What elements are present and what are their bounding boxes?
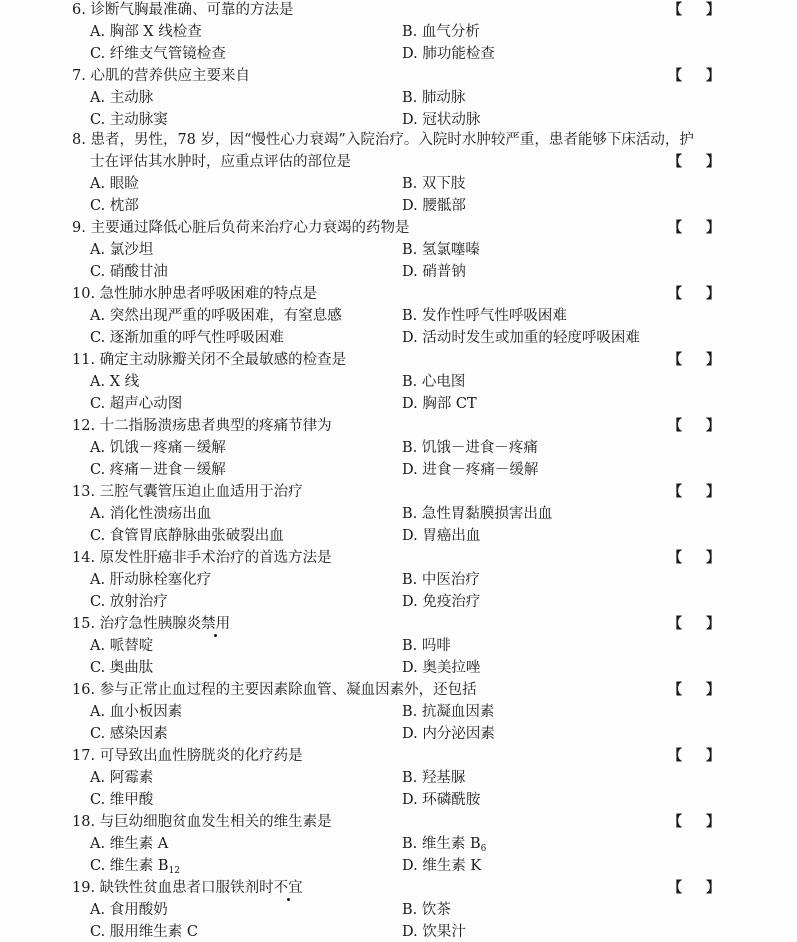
question-stem-text: 14. 原发性肝癌非手术治疗的首选方法是 — [72, 550, 332, 566]
option-text: D. 进食－疼痛－缓解 — [402, 462, 539, 478]
answer-option[interactable] — [90, 900, 168, 920]
answer-option[interactable] — [402, 702, 494, 722]
answer-bracket[interactable] — [668, 548, 720, 568]
bracket-close: 】 — [706, 814, 720, 830]
answer-bracket[interactable] — [668, 878, 720, 898]
answer-bracket[interactable] — [668, 416, 720, 436]
bracket-open: 【 — [668, 748, 682, 764]
option-text: D. 冠状动脉 — [402, 112, 481, 128]
option-text: A. 肝动脉栓塞化疗 — [90, 572, 212, 588]
answer-option[interactable] — [402, 262, 466, 282]
option-text: C. 食管胃底静脉曲张破裂出血 — [90, 528, 284, 544]
option-text: B. 饮茶 — [402, 902, 451, 918]
answer-option[interactable] — [402, 438, 538, 458]
answer-bracket[interactable] — [668, 614, 720, 634]
question-stem — [72, 680, 477, 700]
bracket-close: 】 — [706, 154, 720, 170]
answer-option[interactable] — [402, 768, 465, 788]
bracket-open: 【 — [668, 286, 682, 302]
option-text: D. 胸部 CT — [402, 396, 477, 412]
answer-option[interactable] — [402, 790, 480, 810]
option-text: C. 奥曲肽 — [90, 660, 154, 676]
option-text: A. X 线 — [90, 374, 140, 390]
answer-option[interactable] — [402, 724, 495, 744]
answer-bracket[interactable] — [668, 152, 720, 172]
answer-option[interactable] — [90, 526, 284, 546]
option-text: A. 食用酸奶 — [90, 902, 168, 918]
answer-option[interactable] — [402, 834, 486, 854]
question-stem — [72, 0, 293, 20]
option-text: D. 腰骶部 — [402, 198, 466, 214]
option-text: C. 纤维支气管镜检查 — [90, 46, 226, 62]
option-text: D. 维生素 K — [402, 858, 482, 874]
bracket-close: 】 — [706, 220, 720, 236]
bracket-close: 】 — [706, 616, 720, 632]
option-text: D. 活动时发生或加重的轻度呼吸困难 — [402, 330, 640, 346]
option-text: A. 主动脉 — [90, 90, 154, 106]
answer-option[interactable] — [402, 240, 480, 260]
bracket-close: 】 — [706, 68, 720, 84]
answer-option[interactable] — [402, 394, 477, 414]
answer-option[interactable] — [90, 724, 168, 744]
option-text: A. 消化性溃疡出血 — [90, 506, 212, 522]
answer-option[interactable] — [402, 504, 552, 524]
question-stem-text: 11. 确定主动脉瓣关闭不全最敏感的检查是 — [72, 352, 347, 368]
option-text: C. 疼痛－进食－缓解 — [90, 462, 226, 478]
answer-option[interactable] — [90, 174, 139, 194]
answer-option[interactable] — [90, 702, 182, 722]
question-stem — [72, 66, 250, 86]
answer-option[interactable] — [402, 110, 480, 130]
answer-option[interactable] — [90, 196, 139, 216]
answer-option[interactable] — [402, 526, 480, 546]
bracket-open: 【 — [668, 352, 682, 368]
option-text: C. 维甲酸 — [90, 792, 154, 808]
question-stem-text: 18. 与巨幼细胞贫血发生相关的维生素是 — [72, 814, 332, 830]
answer-option[interactable] — [402, 88, 465, 108]
question-stem — [72, 812, 332, 832]
answer-option[interactable] — [90, 768, 153, 788]
answer-option[interactable] — [90, 88, 153, 108]
answer-option[interactable] — [402, 592, 480, 612]
option-text: A. 胸部 X 线检查 — [90, 24, 202, 40]
question-stem-text: 8. 患者，男性，78 岁，因“慢性心力衰竭”入院治疗。入院时水肿较严重，患者能够下床活动，护 — [72, 132, 694, 148]
option-text: A. 饥饿－疼痛－缓解 — [90, 440, 226, 456]
option-text: B. 中医治疗 — [402, 572, 480, 588]
answer-bracket[interactable] — [668, 680, 720, 700]
option-text: D. 肺功能检查 — [402, 46, 495, 62]
bracket-open: 【 — [668, 814, 682, 830]
question-stem — [72, 482, 303, 502]
answer-option[interactable] — [90, 306, 342, 326]
answer-option[interactable] — [90, 504, 211, 524]
question-stem-text: 15. 治疗急性胰腺炎 — [72, 616, 202, 632]
answer-bracket[interactable] — [668, 812, 720, 832]
question-stem-text: 19. 缺铁性贫血患者口服铁剂时 — [72, 880, 274, 896]
question-stem — [72, 350, 346, 370]
option-text: C. 维生素 B — [90, 858, 169, 874]
answer-option[interactable] — [90, 636, 153, 656]
answer-bracket[interactable] — [668, 284, 720, 304]
answer-option[interactable] — [402, 174, 465, 194]
bracket-close: 】 — [706, 880, 720, 896]
answer-option[interactable] — [402, 900, 451, 920]
answer-bracket[interactable] — [668, 218, 720, 238]
option-text: B. 双下肢 — [402, 176, 466, 192]
answer-option[interactable] — [402, 658, 480, 678]
answer-option[interactable] — [90, 262, 168, 282]
answer-option[interactable] — [90, 570, 211, 590]
answer-option[interactable] — [402, 570, 480, 590]
answer-option[interactable] — [402, 196, 466, 216]
bracket-close: 】 — [706, 2, 720, 18]
bracket-open: 【 — [668, 68, 682, 84]
question-stem-text: 12. 十二指肠溃疡患者典型的疼痛节律为 — [72, 418, 332, 434]
option-text: A. 突然出现严重的呼吸困难，有窒息感 — [90, 308, 342, 324]
bracket-close: 】 — [706, 748, 720, 764]
option-text: D. 硝普钠 — [402, 264, 466, 280]
option-text: A. 哌替啶 — [90, 638, 154, 654]
subscript: 6 — [480, 844, 487, 854]
answer-option[interactable] — [90, 110, 168, 130]
question-stem — [72, 130, 694, 150]
option-text: D. 奥美拉唑 — [402, 660, 481, 676]
answer-option[interactable] — [90, 460, 226, 480]
option-text: B. 心电图 — [402, 374, 466, 390]
option-text: C. 硝酸甘油 — [90, 264, 168, 280]
question-stem — [72, 614, 230, 634]
bracket-open: 【 — [668, 154, 682, 170]
option-text: B. 发作性呼气性呼吸困难 — [402, 308, 567, 324]
question-stem — [72, 548, 332, 568]
answer-option[interactable] — [90, 394, 182, 414]
answer-bracket[interactable] — [668, 482, 720, 502]
answer-option[interactable] — [402, 460, 538, 480]
question-stem-text: 10. 急性肺水肿患者呼吸困难的特点是 — [72, 286, 318, 302]
question-stem-text: 7. 心肌的营养供应主要来自 — [72, 68, 250, 84]
option-text: B. 急性胃黏膜损害出血 — [402, 506, 553, 522]
option-text: C. 枕部 — [90, 198, 139, 214]
answer-option[interactable] — [90, 856, 180, 876]
option-text: C. 感染因素 — [90, 726, 168, 742]
bracket-close: 】 — [706, 352, 720, 368]
answer-option[interactable] — [90, 438, 226, 458]
answer-option[interactable] — [402, 372, 465, 392]
option-text: B. 维生素 B — [402, 836, 481, 852]
question-stem-continued: 士在评估其水肿时，应重点评估的部位是 — [90, 154, 351, 170]
answer-option[interactable] — [402, 306, 567, 326]
bracket-open: 【 — [668, 484, 682, 500]
answer-option[interactable] — [402, 44, 495, 64]
option-text: C. 服用维生素 C — [90, 924, 198, 940]
option-text: A. 阿霉素 — [90, 770, 154, 786]
answer-bracket[interactable] — [668, 350, 720, 370]
bracket-close: 】 — [706, 286, 720, 302]
answer-option[interactable] — [90, 372, 139, 392]
option-text: D. 饮果汁 — [402, 924, 466, 940]
bracket-open: 【 — [668, 682, 682, 698]
question-stem-text: 16. 参与正常止血过程的主要因素除血管、凝血因素外，还包括 — [72, 682, 477, 698]
option-text: D. 胃癌出血 — [402, 528, 481, 544]
answer-bracket[interactable] — [668, 66, 720, 86]
subscript: 12 — [168, 866, 181, 876]
answer-option[interactable] — [90, 834, 168, 854]
bracket-open: 【 — [668, 2, 682, 18]
bracket-open: 【 — [668, 418, 682, 434]
answer-option[interactable] — [402, 328, 640, 348]
question-stem — [72, 416, 332, 436]
bracket-open: 【 — [668, 550, 682, 566]
answer-option[interactable] — [402, 856, 481, 876]
option-text: A. 眼睑 — [90, 176, 139, 192]
answer-option[interactable] — [90, 592, 168, 612]
option-text: B. 羟基脲 — [402, 770, 466, 786]
question-stem-text: 9. 主要通过降低心脏后负荷来治疗心力衰竭的药物是 — [72, 220, 410, 236]
bracket-close: 】 — [706, 484, 720, 500]
answer-option[interactable] — [90, 790, 153, 810]
emphasized-keyword: 禁用 — [201, 616, 231, 632]
option-text: B. 血气分析 — [402, 24, 480, 40]
option-text: A. 血小板因素 — [90, 704, 183, 720]
bracket-open: 【 — [668, 616, 682, 632]
answer-option[interactable] — [402, 22, 480, 42]
answer-option[interactable] — [402, 636, 451, 656]
bracket-open: 【 — [668, 220, 682, 236]
option-text: D. 内分泌因素 — [402, 726, 495, 742]
answer-bracket[interactable] — [668, 746, 720, 766]
bracket-close: 】 — [706, 418, 720, 434]
question-stem — [72, 284, 317, 304]
option-text: D. 免疫治疗 — [402, 594, 481, 610]
answer-option[interactable] — [90, 22, 202, 42]
option-text: B. 肺动脉 — [402, 90, 466, 106]
answer-option[interactable] — [90, 922, 198, 942]
question-stem — [72, 218, 409, 238]
question-stem-text: 6. 诊断气胸最准确、可靠的方法是 — [72, 2, 294, 18]
emphasized-keyword: 不宜 — [273, 880, 303, 896]
option-text: B. 抗凝血因素 — [402, 704, 495, 720]
bracket-open: 【 — [668, 880, 682, 896]
option-text: A. 维生素 A — [90, 836, 169, 852]
option-text: B. 饥饿－进食－疼痛 — [402, 440, 538, 456]
question-stem-text: 13. 三腔气囊管压迫止血适用于治疗 — [72, 484, 303, 500]
option-text: B. 氢氯噻嗪 — [402, 242, 480, 258]
answer-option[interactable] — [90, 44, 226, 64]
option-text: D. 环磷酰胺 — [402, 792, 481, 808]
question-stem-text: 17. 可导致出血性膀胱炎的化疗药是 — [72, 748, 303, 764]
option-text: C. 主动脉窦 — [90, 112, 168, 128]
answer-option[interactable] — [90, 658, 153, 678]
option-text: A. 氯沙坦 — [90, 242, 154, 258]
question-stem — [72, 746, 303, 766]
answer-option[interactable] — [90, 240, 153, 260]
answer-option[interactable] — [90, 328, 284, 348]
option-text: B. 吗啡 — [402, 638, 451, 654]
option-text: C. 超声心动图 — [90, 396, 183, 412]
bracket-close: 】 — [706, 550, 720, 566]
answer-bracket[interactable] — [668, 0, 720, 20]
option-text: C. 逐渐加重的呼气性呼吸困难 — [90, 330, 284, 346]
question-stem — [72, 878, 303, 898]
bracket-close: 】 — [706, 682, 720, 698]
option-text: C. 放射治疗 — [90, 594, 168, 610]
answer-option[interactable] — [402, 922, 466, 942]
